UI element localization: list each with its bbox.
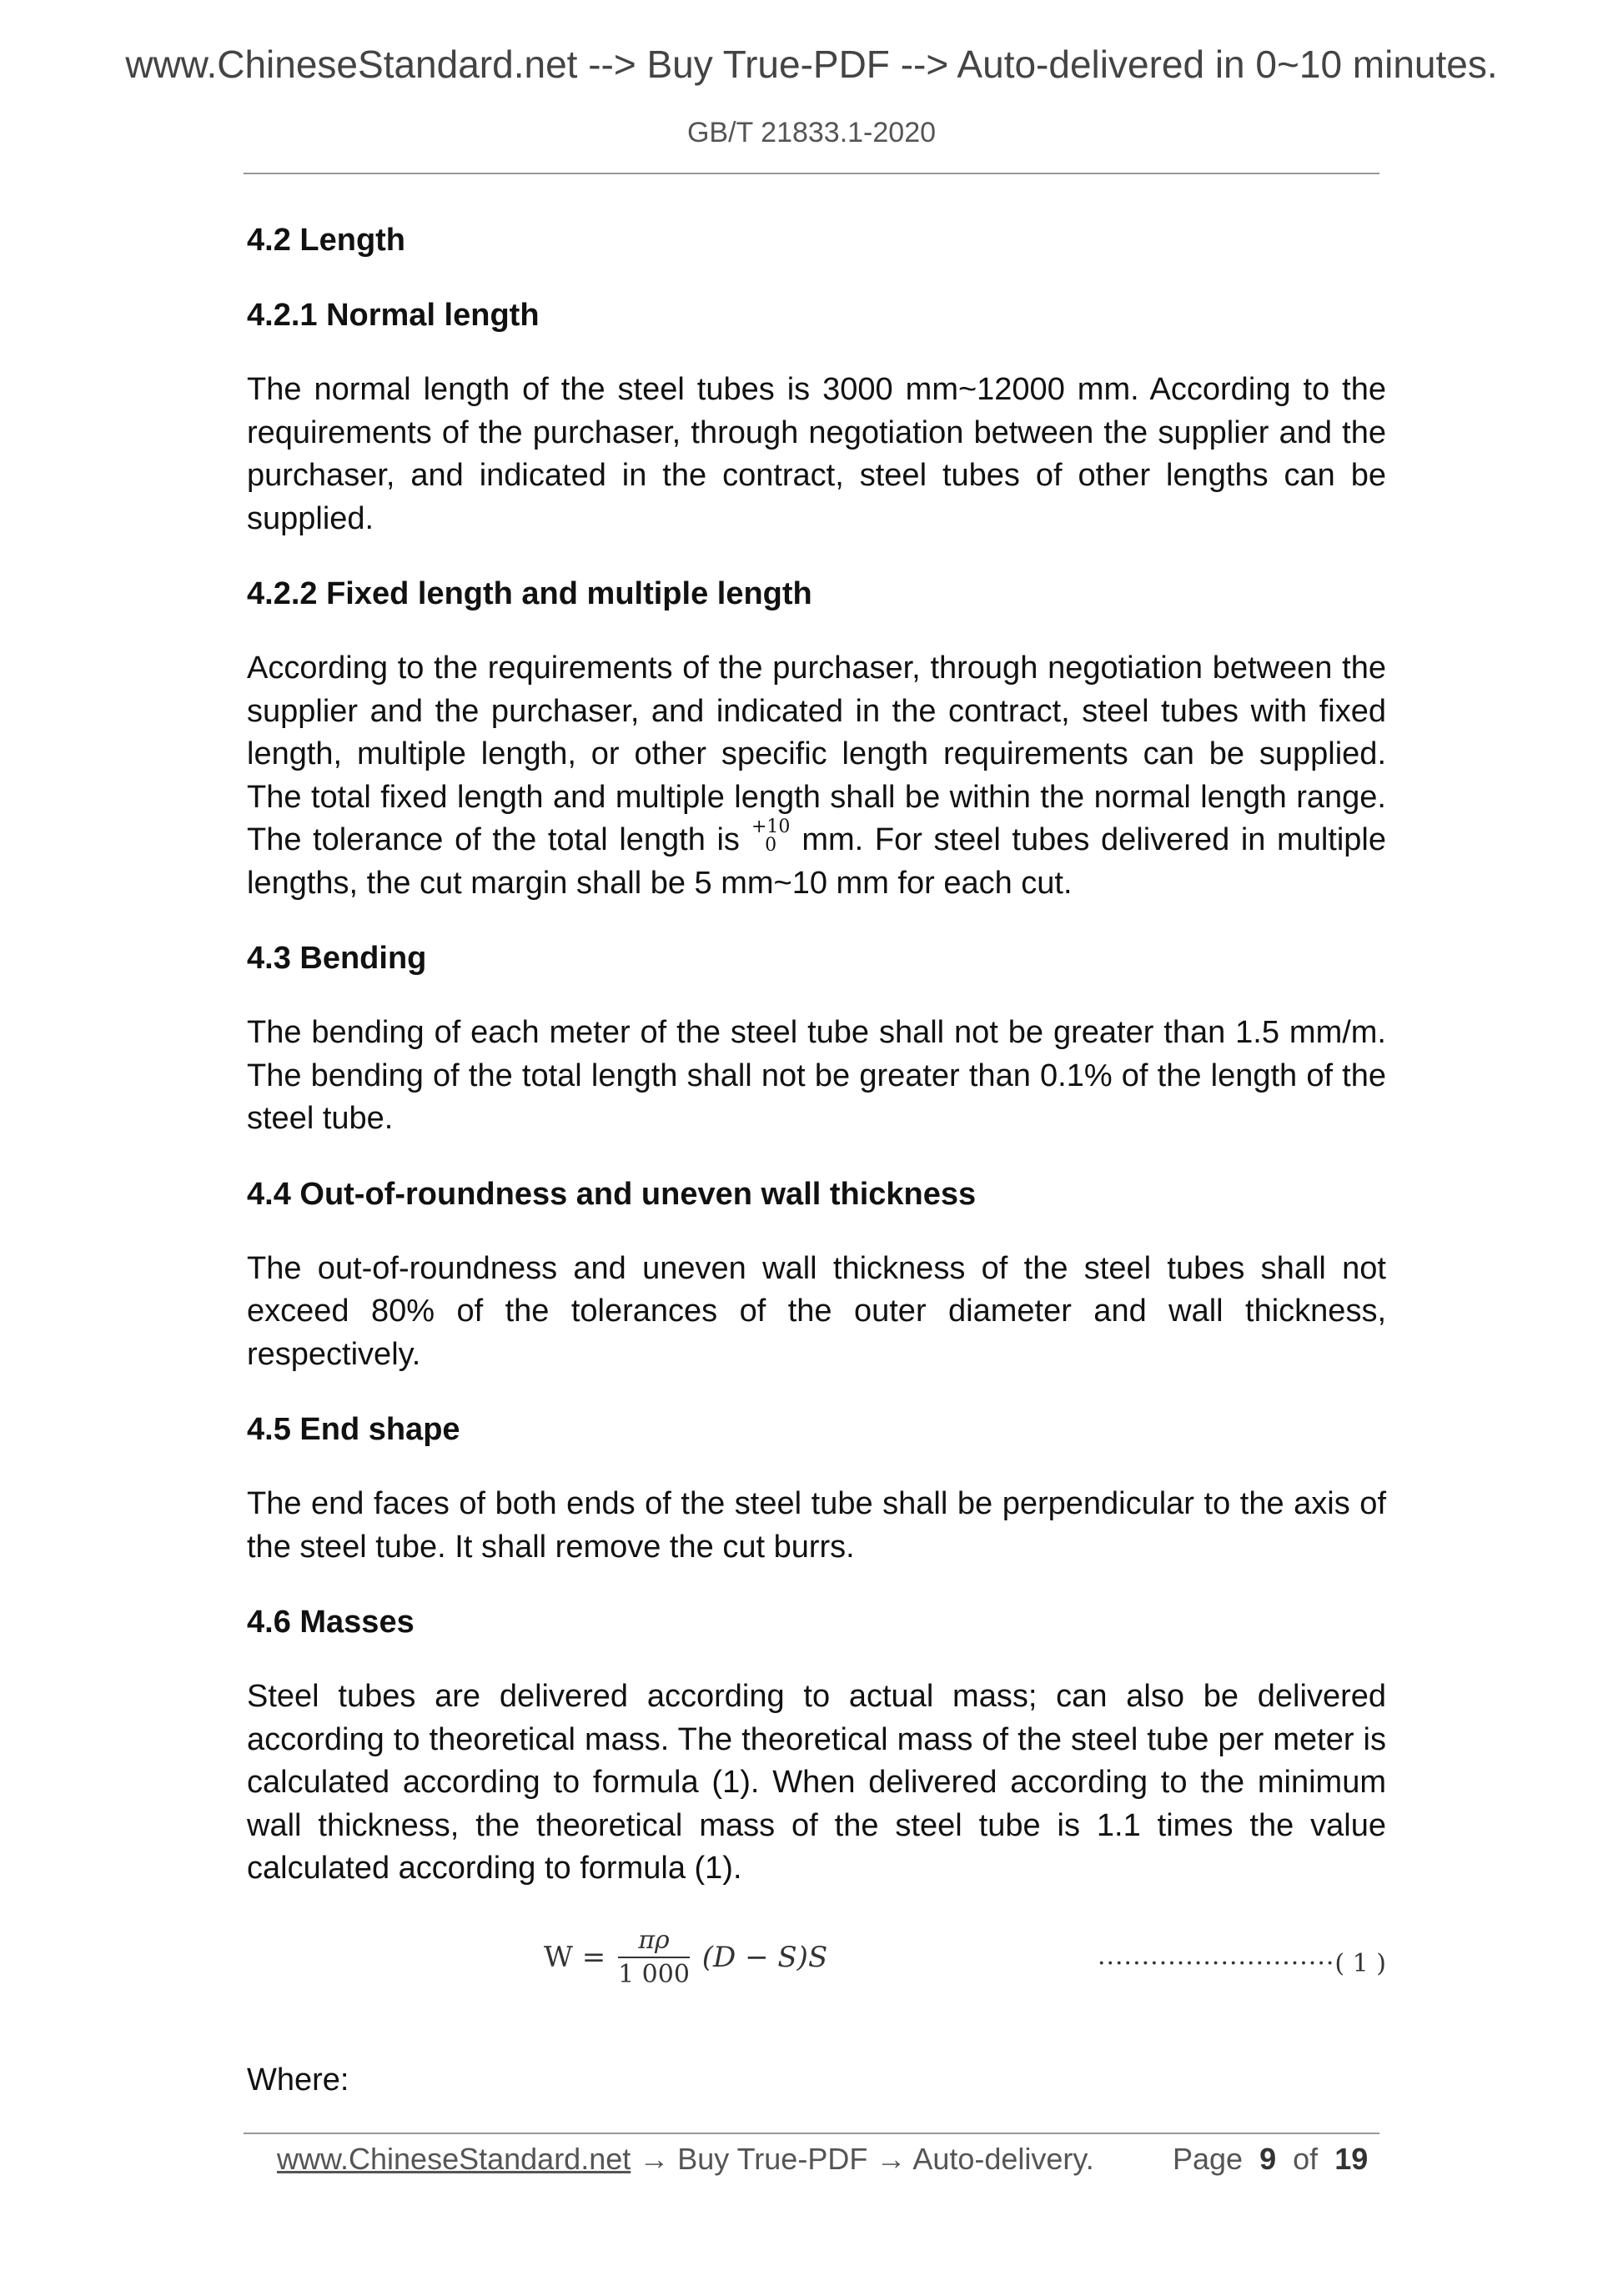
standard-code: GB/T 21833.1-2020 (686, 117, 937, 148)
document-body (247, 219, 1386, 2133)
top-banner: www.ChineseStandard.net --> Buy True-PDF --> Auto-delivered in 0~10 minutes. (125, 43, 1498, 86)
paragraph-4-2-2-text-before: According to the requirements of the purchaser, through negotiation between the supplier and the purchaser, and indicated in the contract, steel tubes with fixed length, multiple length, or other specific length requirements can be supplied. The total fixed length and multiple length shall be within the normal length range. The tolerance of the total length is (247, 651, 1386, 857)
formula-fraction (618, 1926, 690, 1989)
paragraph-4-3: The bending of each meter of the steel tube shall not be greater than 1.5 mm/m. The bending of the total length shall not be greater than 0.1% of the length of the steel tube. (247, 1015, 1386, 1136)
mass-formula (544, 1926, 827, 1989)
footer-divider (244, 2133, 1379, 2134)
page-of-label: of (1293, 2142, 1319, 2176)
heading-4-2-1: 4.2.1 Normal length (247, 298, 540, 333)
page-footer (277, 2138, 1369, 2180)
page-total: 19 (1334, 2142, 1369, 2176)
length-tolerance (751, 818, 790, 855)
paragraph-4-6: Steel tubes are delivered according to actual mass; can also be delivered according to theoretical mass. The theoretical mass of the steel tube per meter is calculated according to formula (1). When delivered according to the minimum wall thickness, the theoretical mass of the steel tube is 1.1 times the value calculated according to formula (1). (247, 1679, 1386, 1886)
formula-rhs: (D − S)S (701, 1940, 828, 1974)
page-label: Page (1173, 2142, 1244, 2176)
paragraph-4-5: The end faces of both ends of the steel tube shall be perpendicular to the axis of the steel tube. It shall remove the cut burrs. (247, 1486, 1386, 1565)
heading-4-5: 4.5 End shape (247, 1412, 460, 1447)
formula-lhs: W = (544, 1940, 606, 1974)
formula-denominator: 1 000 (618, 1959, 690, 1989)
paragraph-4-4: The out-of-roundness and uneven wall thickness of the steel tubes shall not exceed 80% of the tolerances of the outer diameter and wall thickness, respectively. (247, 1250, 1386, 1372)
heading-4-2-2: 4.2.2 Fixed length and multiple length (247, 576, 812, 611)
page-number: 9 (1259, 2142, 1277, 2176)
heading-4-4: 4.4 Out-of-roundness and uneven wall thickness (247, 1176, 977, 1212)
paragraph-4-2-2 (247, 647, 1386, 905)
equation-leader-dots: ··························· (1097, 1948, 1335, 1978)
where-label: Where: (247, 2062, 349, 2098)
formula-1 (247, 1926, 1386, 2026)
equation-number-label: ( 1 ) (1334, 1948, 1386, 1978)
footer-tagline: → Buy True-PDF → Auto-delivery. (631, 2142, 1094, 2176)
heading-4-6: 4.6 Masses (247, 1605, 415, 1640)
page-indicator (1173, 2138, 1368, 2180)
formula-numerator: πρ (618, 1926, 690, 1958)
paragraph-4-2-2-text-after: mm. For steel tubes delivered in multiple lengths, the cut margin shall be 5 mm~10 mm for each cut. (247, 822, 1386, 901)
tolerance-lower: 0 (765, 834, 777, 856)
tolerance-upper: +10 (751, 816, 791, 837)
footer-website-link[interactable]: www.ChineseStandard.net (277, 2142, 631, 2176)
header-divider (244, 173, 1379, 174)
paragraph-4-2-1: The normal length of the steel tubes is 3000 mm~12000 mm. According to the requirements of the purchaser, through negotiation between the supplier and the purchaser, and indicated in the contract, steel tubes of other lengths can be supplied. (247, 372, 1386, 536)
equation-number (1098, 1949, 1386, 1978)
heading-4-2: 4.2 Length (247, 223, 406, 258)
heading-4-3: 4.3 Bending (247, 941, 427, 976)
